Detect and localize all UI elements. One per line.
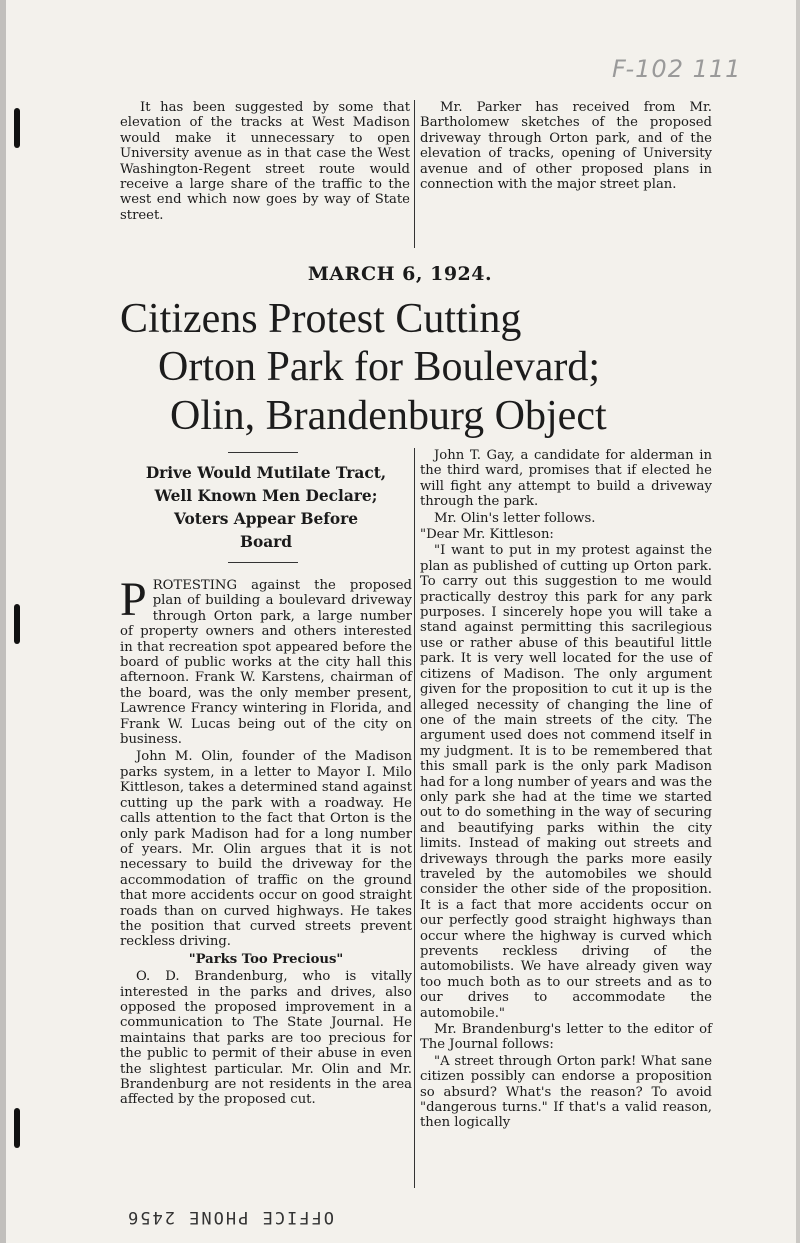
deck-line: Drive Would Mutilate Tract,: [145, 464, 387, 482]
deck-line: Well Known Men Declare;: [154, 487, 378, 505]
previous-article-tail: [118, 100, 714, 250]
tail-paragraph: It has been suggested by some that elevation of the tracks at West Madison would make it unnecessary to open University avenue as in that case the West Washington-Regent street route would receive a large share of the traffic to the west end which now goes by way of State street.: [120, 100, 410, 223]
scan-edge-left: [0, 0, 6, 1243]
article-paragraph: O. D. Brandenburg, who is vitally interested in the parks and drives, also opposed the proposed improvement in a communication to The State Journal. He maintains that parks are too precious for the public to permit of their abuse in even the slightest particular. Mr. Olin and Mr. Brandenburg are not residents in the area affected by the proposed cut.: [120, 969, 412, 1108]
lead-paragraph: [120, 573, 412, 748]
drop-cap: P: [120, 573, 147, 626]
headline-line: Olin, Brandenburg Object: [170, 393, 607, 439]
binder-hole-mark: [14, 604, 20, 644]
article-paragraph: Mr. Brandenburg's letter to the editor of The Journal follows:: [420, 1022, 712, 1053]
margin-pencil-note: F-102 111: [612, 55, 742, 83]
article-paragraph: John M. Olin, founder of the Madison parks system, in a letter to Mayor I. Milo Kittleson, takes a determined stand against cutting up the park with a roadway. He calls attention to the fact that Orton is the only park Madison had for a long number of years. Mr. Olin argues that it is not necessary to build the driveway for the accommodation of traffic on the ground that more accidents occur on good straight roads than on curved highways. He takes the position that curved streets prevent reckless driving.: [120, 749, 412, 950]
column-rule: [414, 100, 415, 248]
deck-line: Board: [239, 533, 293, 551]
subheadline-deck: [120, 462, 412, 554]
article-date: MARCH 6, 1924.: [307, 263, 493, 285]
letter-paragraph: "I want to put in my protest against the plan as published of cutting up Orton park. To carry out this suggestion to me would practically destroy this park for any park purposes. I sincerely hope you will take a stand against permitting this sacrilegious use or rather abuse of this beautiful little park. It is very well located for the use of citizens of Madison. The only argument given for the proposition to cut it up is the alleged necessity of changing the line of one of the main streets of the city. The argument used does not commend itself in my judgment. It is to be remembered that this small park is the only park Madison had for a long number of years and was the only park she had at the time we started out to do something in the way of securing and beautifying parks within the city limits. Instead of making out streets and driveways through the parks more easily traveled by the automobiles we should consider the other side of the proposition. It is a fact that more accidents occur on our perfectly good straight highways than occur where the highway is curved which prevents reckless driving of the automobilists. We have already given way too much both as to our streets and as to our drives to accommodate the automobile.": [420, 543, 712, 1021]
binder-hole-mark: [14, 108, 20, 148]
column-rule: [414, 448, 415, 1188]
lead-text: ROTESTING against the proposed plan of building a boulevard driveway through Orton park, a large number of property owners and others interested in that recreation spot appeared before the board of public works at the city hall this afternoon. Frank W. Karstens, chairman of the board, was the only member present, Lawrence Francy wintering in Florida, and Frank W. Lucas being out of the city on business.: [120, 578, 412, 748]
article-subhead: "Parks Too Precious": [188, 951, 344, 967]
deck-line: Voters Appear Before: [173, 510, 359, 528]
deck-rule: [228, 452, 298, 453]
deck-rule: [228, 562, 298, 563]
binder-hole-mark: [14, 1108, 20, 1148]
tail-paragraph: Mr. Parker has received from Mr. Bartholomew sketches of the proposed driveway through Orton park, and of the elevation of tracks, opening of University avenue and of other proposed plans in connection with the major street plan.: [420, 100, 712, 193]
letter-paragraph: "A street through Orton park! What sane citizen possibly can endorse a proposition so absurd? What's the reason? To avoid "dangerous turns." If that's a valid reason, then logically: [420, 1053, 712, 1131]
headline-line: Orton Park for Boulevard;: [158, 344, 601, 390]
tail-column-right: [420, 100, 712, 194]
article-column-right: [420, 448, 712, 1132]
headline-line: Citizens Protest Cutting: [120, 296, 522, 342]
tail-column-left: [120, 100, 410, 225]
article-paragraph: Mr. Olin's letter follows.: [434, 510, 596, 526]
office-phone-stamp: OFFICE PHONE 2456: [126, 1207, 334, 1227]
article-column-left: [120, 573, 412, 1110]
letter-salutation: "Dear Mr. Kittleson:: [420, 527, 554, 543]
scan-edge-right: [796, 0, 800, 1243]
article-paragraph: John T. Gay, a candidate for alderman in the third ward, promises that if elected he will fight any attempt to build a driveway through the park.: [420, 448, 712, 510]
